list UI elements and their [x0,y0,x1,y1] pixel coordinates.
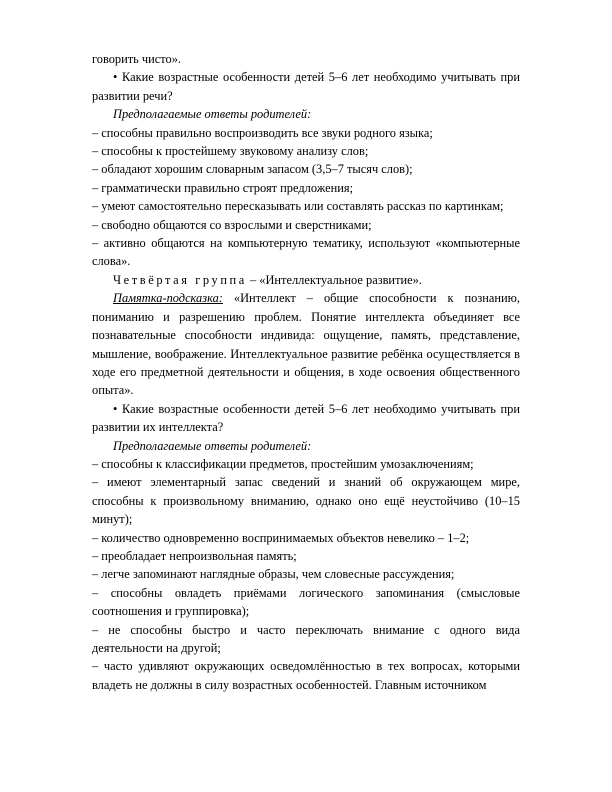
list-item: – грамматически правильно строят предложения; [92,180,354,195]
group-heading [92,271,520,289]
list-item: – умеют самостоятельно пересказывать или составлять рассказ по картинкам; [92,199,504,214]
group-title: – «Интеллектуальное развитие». [246,272,422,287]
list-item: – количество одновременно воспринимаемых объектов невелико – 1–2; [92,530,470,545]
paragraph: говорить чисто». [92,52,182,66]
list-item: – способны к простейшему звуковому анализу слов; [92,144,369,159]
list-item: – преобладает непроизвольная память; [92,548,297,563]
group-label: Четвёртая группа [113,272,247,287]
list-item: – способны правильно воспроизводить все звуки родного языка; [92,125,433,140]
list-item: – способны овладеть приёмами логического запоминания (смысловые соотношения и группировка); [92,585,520,619]
list-item: – способны к классификации предметов, простейшим умозаключениям; [92,456,474,471]
memo-text: «Интеллект – общие способности к познанию, пониманию и разрешению проблем. Понятие интеллекта объединяет все познавательные способности индивида: ощущение, память, представление, мышление, воображение. Интеллектуальное развитие ребёнка осуществляется в ходе его предметной деятельности и общения, в ходе освоения общественного опыта». [92,291,520,398]
list-item: – имеют элементарный запас сведений и знаний об окружающем мире, способны к произвольному вниманию, однако оно ещё неустойчиво (10–15 минут); [92,475,520,527]
list-item: – легче запоминают наглядные образы, чем словесные рассуждения; [92,567,455,582]
question-speech: • Какие возрастные особенности детей 5–6 лет необходимо учитывать при развитии речи? [92,68,520,105]
list-item: – свободно общаются со взрослыми и сверстниками; [92,217,372,232]
document-body [92,50,520,694]
memo-label: Памятка-подсказка: [113,291,223,306]
list-item: – обладают хорошим словарным запасом (3,5–7 тысяч слов); [92,162,413,177]
answers-heading: Предполагаемые ответы родителей: [113,107,312,122]
list-item: – активно общаются на компьютерную тематику, используют «компьютерные слова». [92,236,520,269]
list-item: – часто удивляют окружающих осведомлённостью в тех вопросах, которыми владеть не должны в силу возрастных особенностей. Главным источником [92,659,520,692]
question-intellect: • Какие возрастные особенности детей 5–6 лет необходимо учитывать при развитии их интеллекта? [92,400,520,437]
answers-heading: Предполагаемые ответы родителей: [113,438,312,453]
list-item: – не способны быстро и часто переключать внимание с одного вида деятельности на другой; [92,622,520,655]
memo-paragraph [92,289,520,399]
